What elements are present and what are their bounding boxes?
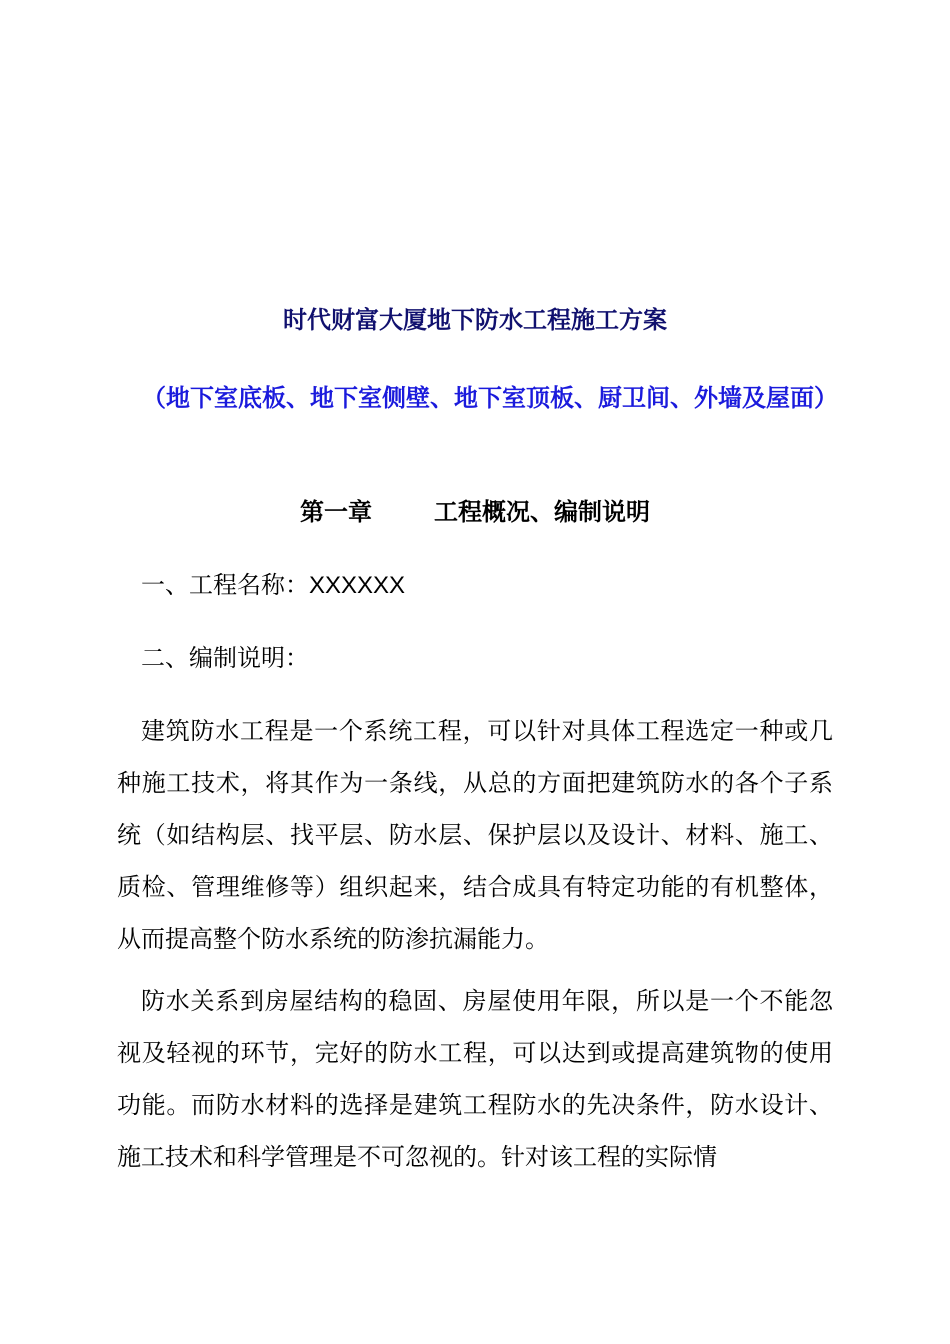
project-name-value: XXXXXX	[309, 572, 406, 599]
project-name-line	[141, 568, 405, 603]
document-subtitle: （地下室底板、地下室侧壁、地下室顶板、厨卫间、外墙及屋面）	[142, 384, 838, 412]
chapter-number: 第一章	[300, 498, 372, 526]
chapter-heading	[0, 495, 950, 529]
compile-note-heading: 二、编制说明：	[141, 644, 309, 672]
project-name-label: 一、工程名称：	[141, 571, 309, 599]
document-title: 时代财富大厦地下防水工程施工方案	[283, 306, 667, 334]
body-paragraph: 防水关系到房屋结构的稳固、房屋使用年限，所以是一个不能忽视及轻视的环节，完好的防水工程，可以达到或提高建筑物的使用功能。而防水材料的选择是建筑工程防水的先决条件，防水设计、施工技术和科学管理是不可忽视的。针对该工程的实际情	[117, 987, 833, 1171]
chapter-name: 工程概况、编制说明	[434, 498, 650, 526]
body-paragraph: 建筑防水工程是一个系统工程，可以针对具体工程选定一种或几种施工技术，将其作为一条线，从总的方面把建筑防水的各个子系统（如结构层、找平层、防水层、保护层以及设计、材料、施工、质检、管理维修等）组织起来，结合成具有特定功能的有机整体，从而提高整个防水系统的防渗抗漏能力。	[117, 717, 833, 953]
